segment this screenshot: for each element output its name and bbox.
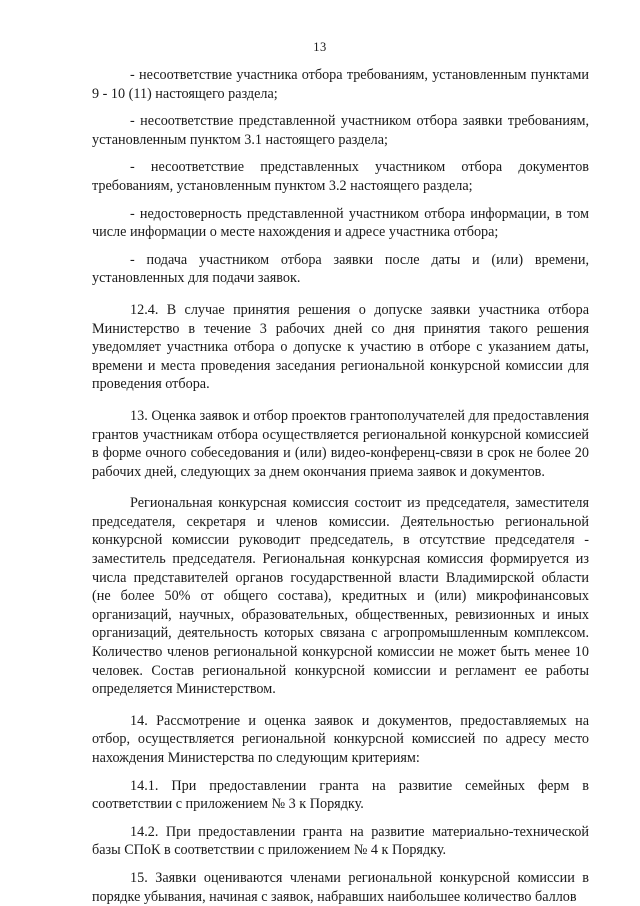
paragraph-criterion-reliability: - недостоверность представленной участником отбора информации, в том числе информации о месте нахождения и адресе участника отбора; — [92, 205, 589, 241]
paragraph-14-2: 14.2. При предоставлении гранта на развитие материально-технической базы СПоК в соответствии с приложением № 4 к Порядку. — [92, 823, 589, 859]
paragraph-criterion-application: - несоответствие представленной участником отбора заявки требованиям, установленным пунктом 3.1 настоящего раздела; — [92, 113, 589, 148]
paragraph-criterion-deadline: - подача участником отбора заявки после даты и (или) времени, установленных для подачи заявок. — [92, 251, 589, 287]
paragraph-12-4: 12.4. В случае принятия решения о допуске заявки участника отбора Министерство в течение 3 рабочих дней со дня принятия такого решения уведомляет участника отбора о допуске к участию в отборе с указанием даты, времени и места проведения заседания региональной конкурсной комиссии для проведения отбора. — [92, 301, 589, 393]
paragraph-13: 13. Оценка заявок и отбор проектов грантополучателей для предоставления грантов участникам отбора осуществляется региональной конкурсной комиссией в форме очного собеседования и (или) видео-конференц-связи в срок не более 20 рабочих дней, следующих за днем окончания приема заявок и документов. — [92, 407, 589, 480]
paragraph-commission: Региональная конкурсная комиссия состоит из председателя, заместителя председателя, секретаря и членов комиссии. Деятельностью региональной конкурсной комиссии руководит председатель, в отсутствие председателя - заместитель председателя. Региональная конкурсная комиссия формируется из числа представителей органов государственной власти Владимирской области (не более 50% от общего состава), кредитных и (или) микрофинансовых организаций, научных, образовательных, общественных, ревизионных и иных организаций, деятельность которых связана с агропромышленным комплексом. Количество членов региональной конкурсной комиссии не может быть менее 10 человек. Состав региональной конкурсной комиссии и регламент ее работы определяется Министерством. — [92, 495, 589, 698]
paragraph-14: 14. Рассмотрение и оценка заявок и документов, предоставляемых на отбор, осуществляется региональной конкурсной комиссией по адресу место нахождения Министерства по следующим критериям: — [92, 712, 589, 766]
paragraph-criterion-documents: - несоответствие представленных участником отбора документов требованиям, установленным пунктом 3.2 настоящего раздела; — [92, 159, 589, 194]
page-number: 13 — [313, 40, 327, 54]
paragraph-15: 15. Заявки оцениваются членами региональной конкурсной комиссии в порядке убывания, начиная с заявок, набравших наибольшее количество баллов — [92, 869, 589, 905]
paragraph-14-1: 14.1. При предоставлении гранта на развитие семейных ферм в соответствии с приложением № 3 к Порядку. — [92, 777, 589, 813]
paragraph-criterion-requirements: - несоответствие участника отбора требованиям, установленным пунктами 9 - 10 (11) настоящего раздела; — [92, 67, 589, 102]
document-body — [92, 66, 589, 906]
